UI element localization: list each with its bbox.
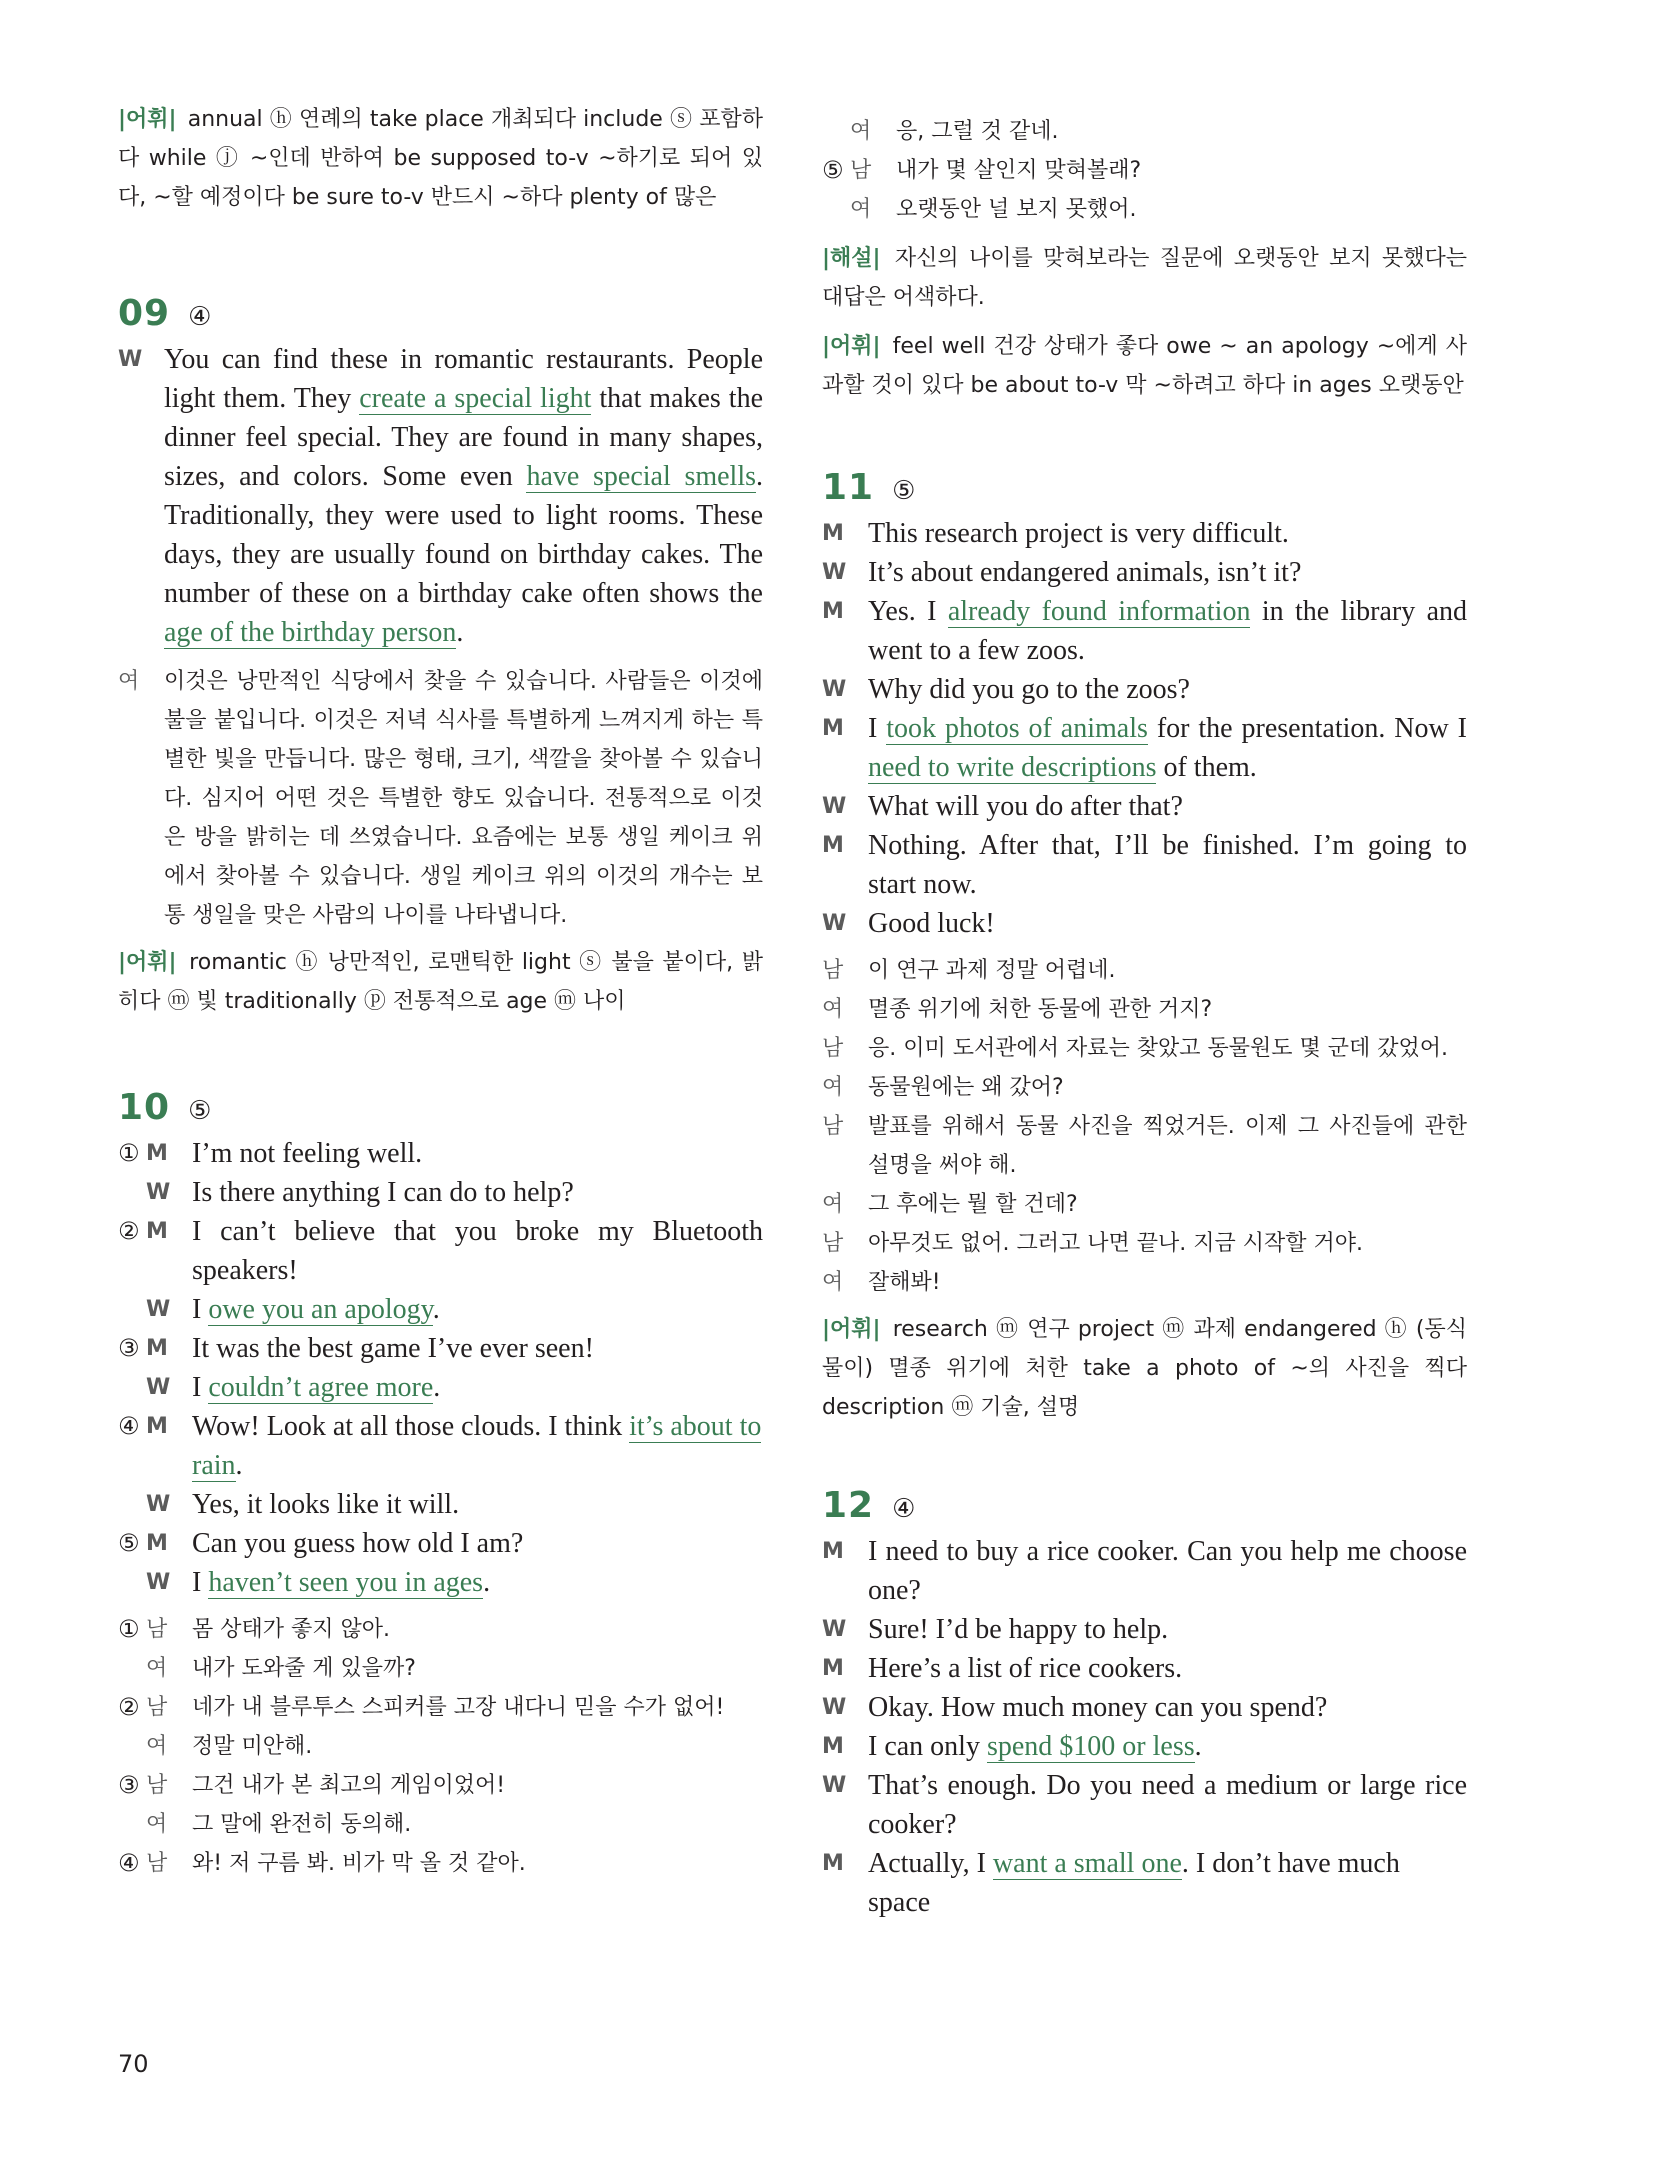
vocab-q08: |어휘| annual ⓗ 연례의 take place 개최되다 include ⓢ 포함하다 while ⓙ ~인데 반하여 be supposed to-v ~하기로 되어 있다, ~할 예정이다 be sure to-v 반드시 ~하다 plenty of 많은 [118,107,763,210]
translation-line: 남 아무것도 없어. 그러고 나면 끝나. 지금 시작할 거야. [822,1224,1467,1263]
answer-mark: ④ [892,1494,916,1524]
dialogue-line: W Yes, it looks like it will. [118,1485,763,1524]
translation-line: 여 정말 미안해. [118,1727,763,1766]
option-number: ③ [118,1334,140,1362]
monologue-text: You can find these in romantic restaurants. People light them. They create a special light that makes the dinner feel special. They are found in many shapes, sizes, and colors. Some even have special smells. Traditionally, they were used to light rooms. These days, they are usually found on birthday cakes. The number of these on a birthday cake often shows the age of the birthday person. [164,344,763,648]
option-number: ② [118,1217,140,1245]
speaker-label: 여 [850,119,872,144]
translation-line: 여 동물원에는 왜 갔어? [822,1068,1467,1107]
answer-mark: ⑤ [892,476,916,506]
option-number: ⑤ [822,156,844,184]
speaker-label: M [822,833,844,858]
speaker-label: M [146,1531,168,1556]
speaker-label: M [822,716,844,741]
speaker-label: M [822,1539,844,1564]
option-number: ③ [118,1771,140,1799]
speaker-label: W [146,1297,171,1322]
question-number: 09 [118,293,171,334]
blank-answer: have special smells [526,461,756,492]
speaker-label: M [146,1336,168,1361]
dialogue-line: ③ M It was the best game I’ve ever seen! [118,1329,763,1368]
vocab-q11: |어휘| research ⓜ 연구 project ⓜ 과제 endangered ⓗ (동식물이) 멸종 위기에 처한 take a photo of ~의 사진을 찍다 description ⓜ 기술, 설명 [822,1317,1467,1420]
question-number: 11 [822,467,875,508]
blank-answer: took photos of animals [886,713,1148,744]
dialogue-line: W Is there anything I can do to help? [118,1173,763,1212]
dialogue-line [118,340,763,652]
left-column [118,100,763,1883]
question-number: 10 [118,1087,171,1128]
dialogue-line: ⑤ M Can you guess how old I am? [118,1524,763,1563]
vocab-q10: |어휘| feel well 건강 상태가 좋다 owe ~ an apology ~에게 사과할 것이 있다 be about to-v 막 ~하려고 하다 in ages 오랫동안 [822,334,1467,398]
speaker-label: M [146,1414,168,1439]
speaker-label: 여 [822,1075,844,1100]
dialogue-line: W I owe you an apology. [118,1290,763,1329]
speaker-label: W [822,794,847,819]
speaker-label: W [822,677,847,702]
translation-line: 여 내가 도와줄 게 있을까? [118,1649,763,1688]
dialogue-line: W Okay. How much money can you spend? [822,1688,1467,1727]
speaker-label: W [822,1617,847,1642]
dialogue-line: W What will you do after that? [822,787,1467,826]
translation-text: 이것은 낭만적인 식당에서 찾을 수 있습니다. 사람들은 이것에 불을 붙입니다. 이것은 저녁 식사를 특별하게 느껴지게 하는 특별한 빛을 만듭니다. 많은 형태, 크기, 색깔을 찾아볼 수 있습니다. 심지어 어떤 것은 특별한 향도 있습니다. 전통적으로 이것은 방을 밝히는 데 쓰였습니다. 요즘에는 보통 생일 케이크 위에서 찾아볼 수 있습니다. 생일 케이크 위의 이것의 개수는 보통 생일을 맞은 사람의 나이를 나타냅니다. [164,669,763,928]
speaker-label: 여 [822,997,844,1022]
translation-line: 여 오랫동안 널 보지 못했어. [822,190,1467,229]
speaker-label: W [118,347,143,372]
dialogue-line: M Here’s a list of rice cookers. [822,1649,1467,1688]
speaker-label: M [822,1656,844,1681]
speaker-label: 남 [146,1773,168,1798]
speaker-label: 남 [822,958,844,983]
translation-line: 남 이 연구 과제 정말 어렵네. [822,951,1467,990]
option-number: ⑤ [118,1529,140,1557]
speaker-label: W [822,1773,847,1798]
dialogue-line: ① M I’m not feeling well. [118,1134,763,1173]
translation-line: ③ 남 그건 내가 본 최고의 게임이었어! [118,1766,763,1805]
question-10-header [118,1087,763,1128]
speaker-label: 남 [822,1036,844,1061]
dialogue-line: W It’s about endangered animals, isn’t it? [822,553,1467,592]
page-number: 70 [118,2050,149,2078]
speaker-label: 여 [850,197,872,222]
speaker-label: M [822,1851,844,1876]
speaker-label: 남 [146,1851,168,1876]
blank-answer: spend $100 or less [986,1731,1195,1762]
speaker-label: 여 [118,669,140,694]
speaker-label: 남 [850,158,872,183]
speaker-label: M [146,1219,168,1244]
speaker-label: M [822,599,844,624]
translation-line: ② 남 네가 내 블루투스 스피커를 고장 내다니 믿을 수가 없어! [118,1688,763,1727]
option-number: ① [118,1615,140,1643]
speaker-label: 여 [822,1270,844,1295]
speaker-label: 남 [822,1114,844,1139]
vocab-q09: |어휘| romantic ⓗ 낭만적인, 로맨틱한 light ⓢ 불을 붙이다, 밝히다 ⓜ 빛 traditionally ⓟ 전통적으로 age ⓜ 나이 [118,950,763,1014]
translation-line: 여 잘해봐! [822,1263,1467,1302]
answer-mark: ④ [188,302,212,332]
speaker-label: 여 [822,1192,844,1217]
translation-line: ⑤ 남 내가 몇 살인지 맞혀볼래? [822,151,1467,190]
dialogue-line: W I haven’t seen you in ages. [118,1563,763,1602]
blank-answer: couldn’t agree more [208,1372,434,1403]
dialogue-line: M Yes. I already found information in the library and went to a few zoos. [822,592,1467,670]
speaker-label: 여 [146,1812,168,1837]
dialogue-line: W I couldn’t agree more. [118,1368,763,1407]
speaker-label: W [146,1570,171,1595]
translation-line: 남 응. 이미 도서관에서 자료는 찾았고 동물원도 몇 군데 갔었어. [822,1029,1467,1068]
speaker-label: W [822,911,847,936]
blank-answer: already found information [947,596,1251,627]
dialogue-line: M I can only spend $100 or less. [822,1727,1467,1766]
dialogue-line: ④ M Wow! Look at all those clouds. I think it’s about to rain. [118,1407,763,1485]
blank-answer: need to write descriptions [868,752,1157,783]
blank-answer: owe you an apology [208,1294,433,1325]
question-11-header [822,467,1467,508]
dialogue-line: M Nothing. After that, I’ll be finished. I’m going to start now. [822,826,1467,904]
blank-answer: it’s about to rain [192,1411,762,1481]
speaker-label: W [146,1492,171,1517]
speaker-label: W [822,560,847,585]
dialogue-line: M I took photos of animals for the presentation. Now I need to write descriptions of them. [822,709,1467,787]
translation-line: ④ 남 와! 저 구름 봐. 비가 막 올 것 같아. [118,1844,763,1883]
option-number: ④ [118,1849,140,1877]
translation-line [118,662,763,935]
speaker-label: M [822,521,844,546]
blank-answer: want a small one [992,1848,1182,1879]
dialogue-line: W Sure! I’d be happy to help. [822,1610,1467,1649]
option-number: ① [118,1139,140,1167]
right-column [822,112,1467,1922]
dialogue-line: M I need to buy a rice cooker. Can you help me choose one? [822,1532,1467,1610]
speaker-label: 여 [146,1734,168,1759]
translation-line: 여 그 말에 완전히 동의해. [118,1805,763,1844]
speaker-label: 여 [146,1656,168,1681]
question-number: 12 [822,1485,875,1526]
translation-line: 여 그 후에는 뭘 할 건데? [822,1185,1467,1224]
dialogue-line: M Actually, I want a small one. I don’t have much space [822,1844,1467,1922]
speaker-label: W [146,1180,171,1205]
question-09-header [118,293,763,334]
dialogue-line: ② M I can’t believe that you broke my Bluetooth speakers! [118,1212,763,1290]
option-number: ④ [118,1412,140,1440]
dialogue-line: M This research project is very difficult. [822,514,1467,553]
speaker-label: 남 [822,1231,844,1256]
dialogue-line: W Why did you go to the zoos? [822,670,1467,709]
dialogue-line: W Good luck! [822,904,1467,943]
speaker-label: W [822,1695,847,1720]
explanation-q10: |해설| 자신의 나이를 맞혀보라는 질문에 오랫동안 보지 못했다는 대답은 어색하다. [822,246,1467,310]
translation-line: 남 발표를 위해서 동물 사진을 찍었거든. 이제 그 사진들에 관한 설명을 써야 해. [822,1107,1467,1185]
speaker-label: W [146,1375,171,1400]
blank-answer: haven’t seen you in ages [208,1567,484,1598]
translation-line: 여 멸종 위기에 처한 동물에 관한 거지? [822,990,1467,1029]
blank-answer: create a special light [359,383,592,414]
translation-line: ① 남 몸 상태가 좋지 않아. [118,1610,763,1649]
question-12-header [822,1485,1467,1526]
translation-line: 여 응, 그럴 것 같네. [822,112,1467,151]
speaker-label: 남 [146,1695,168,1720]
option-number: ② [118,1693,140,1721]
blank-answer: age of the birthday person [164,617,457,648]
speaker-label: M [146,1141,168,1166]
answer-mark: ⑤ [188,1096,212,1126]
speaker-label: 남 [146,1617,168,1642]
dialogue-line: W That’s enough. Do you need a medium or large rice cooker? [822,1766,1467,1844]
speaker-label: M [822,1734,844,1759]
